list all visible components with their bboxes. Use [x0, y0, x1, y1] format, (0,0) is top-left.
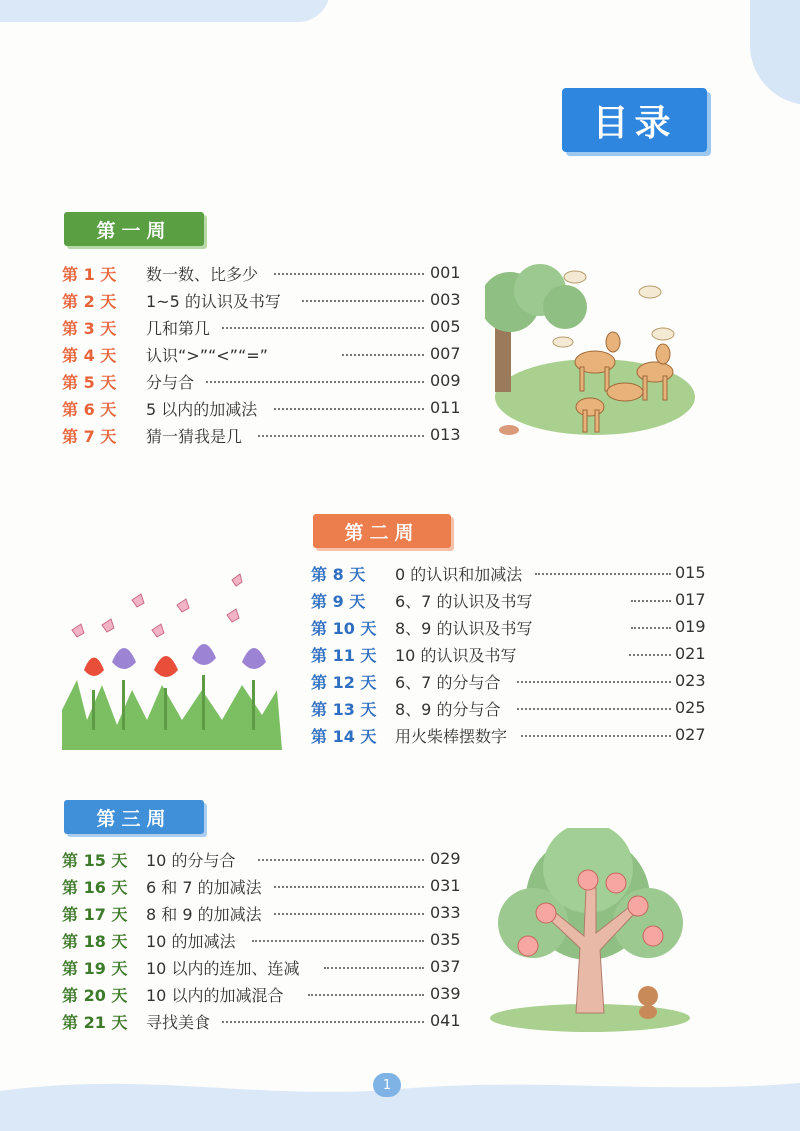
dot-leader — [258, 435, 424, 437]
toc-day: 第 5 天 — [62, 372, 117, 392]
toc-day: 第 1 天 — [62, 264, 117, 284]
dot-leader — [535, 573, 671, 575]
toc-entry[interactable] — [311, 587, 711, 613]
toc-entry[interactable] — [62, 368, 462, 394]
toc-entry[interactable] — [311, 668, 711, 694]
week-3-tag: 第三周 — [64, 800, 204, 834]
toc-page: 037 — [430, 957, 461, 976]
toc-day: 第 17 天 — [62, 904, 128, 924]
toc-day: 第 20 天 — [62, 985, 128, 1005]
dot-leader — [517, 708, 671, 710]
toc-day: 第 14 天 — [311, 726, 377, 746]
toc-page: 035 — [430, 930, 461, 949]
dot-leader — [222, 1021, 424, 1023]
dot-leader — [274, 408, 424, 410]
toc-entry[interactable] — [62, 873, 462, 899]
toc-entry[interactable] — [311, 695, 711, 721]
dot-leader — [324, 967, 424, 969]
toc-page: 011 — [430, 398, 461, 417]
toc-lesson: 猜一猜我是几 — [146, 426, 243, 446]
toc-page: 021 — [675, 644, 706, 663]
dot-leader — [521, 735, 671, 737]
toc-page: 003 — [430, 290, 461, 309]
toc-day: 第 18 天 — [62, 931, 128, 951]
dot-leader — [629, 654, 671, 656]
toc-day: 第 4 天 — [62, 345, 117, 365]
toc-lesson: 10 的加减法 — [146, 931, 236, 951]
toc-entry[interactable] — [62, 341, 462, 367]
toc-lesson: 1~5 的认识及书写 — [146, 291, 281, 311]
toc-entry[interactable] — [62, 314, 462, 340]
toc-lesson: 寻找美食 — [146, 1012, 211, 1032]
toc-lesson: 8 和 9 的加减法 — [146, 904, 262, 924]
toc-entry[interactable] — [62, 395, 462, 421]
tulips-illustration — [62, 570, 282, 750]
toc-page: 029 — [430, 849, 461, 868]
toc-day: 第 19 天 — [62, 958, 128, 978]
dot-leader — [308, 994, 424, 996]
toc-lesson: 0 的认识和加减法 — [395, 564, 523, 584]
toc-lesson: 10 的认识及书写 — [395, 645, 517, 665]
toc-lesson: 8、9 的分与合 — [395, 699, 501, 719]
dot-leader — [252, 940, 424, 942]
toc-title-banner — [562, 88, 707, 152]
toc-day: 第 9 天 — [311, 591, 366, 611]
bottom-wave-decoration — [0, 1061, 800, 1131]
toc-day: 第 21 天 — [62, 1012, 128, 1032]
toc-page: 039 — [430, 984, 461, 1003]
toc-day: 第 6 天 — [62, 399, 117, 419]
top-right-decoration — [750, 0, 800, 105]
dot-leader — [258, 859, 424, 861]
toc-page: 025 — [675, 698, 706, 717]
toc-page: 041 — [430, 1011, 461, 1030]
toc-lesson: 数一数、比多少 — [146, 264, 259, 284]
toc-entry[interactable] — [311, 614, 711, 640]
toc-page: 009 — [430, 371, 461, 390]
deer-illustration — [485, 262, 695, 442]
toc-lesson: 认识“>”“<”“=” — [146, 345, 268, 365]
toc-lesson: 8、9 的认识及书写 — [395, 618, 533, 638]
dot-leader — [206, 381, 424, 383]
toc-page: 017 — [675, 590, 706, 609]
toc-entry[interactable] — [62, 1008, 462, 1034]
toc-day: 第 11 天 — [311, 645, 377, 665]
toc-day: 第 10 天 — [311, 618, 377, 638]
toc-entry[interactable] — [62, 846, 462, 872]
toc-day: 第 7 天 — [62, 426, 117, 446]
toc-entry[interactable] — [311, 722, 711, 748]
toc-page: 031 — [430, 876, 461, 895]
dot-leader — [222, 327, 424, 329]
toc-day: 第 13 天 — [311, 699, 377, 719]
toc-lesson: 6 和 7 的加减法 — [146, 877, 262, 897]
toc-page: 027 — [675, 725, 706, 744]
toc-day: 第 12 天 — [311, 672, 377, 692]
toc-lesson: 分与合 — [146, 372, 195, 392]
toc-day: 第 3 天 — [62, 318, 117, 338]
dot-leader — [631, 627, 671, 629]
toc-lesson: 10 以内的加减混合 — [146, 985, 284, 1005]
toc-lesson: 10 的分与合 — [146, 850, 236, 870]
toc-lesson: 几和第几 — [146, 318, 211, 338]
toc-entry[interactable] — [62, 981, 462, 1007]
toc-page: 013 — [430, 425, 461, 444]
toc-entry[interactable] — [62, 900, 462, 926]
toc-lesson: 5 以内的加减法 — [146, 399, 258, 419]
toc-page: 015 — [675, 563, 706, 582]
toc-lesson: 6、7 的认识及书写 — [395, 591, 533, 611]
toc-page: 019 — [675, 617, 706, 636]
toc-lesson: 10 以内的连加、连减 — [146, 958, 300, 978]
toc-page: 001 — [430, 263, 461, 282]
dot-leader — [342, 354, 424, 356]
top-left-decoration — [0, 0, 330, 22]
toc-lesson: 6、7 的分与合 — [395, 672, 501, 692]
toc-page: 033 — [430, 903, 461, 922]
toc-entry[interactable] — [311, 560, 711, 586]
toc-entry[interactable] — [311, 641, 711, 667]
toc-day: 第 16 天 — [62, 877, 128, 897]
week-1-tag: 第一周 — [64, 212, 204, 246]
dot-leader — [302, 300, 424, 302]
toc-entry[interactable] — [62, 927, 462, 953]
dot-leader — [274, 913, 424, 915]
toc-entry[interactable] — [62, 287, 462, 313]
toc-day: 第 8 天 — [311, 564, 366, 584]
dot-leader — [517, 681, 671, 683]
toc-day: 第 15 天 — [62, 850, 128, 870]
dot-leader — [274, 886, 424, 888]
dot-leader — [631, 600, 671, 602]
peach-tree-illustration — [488, 828, 693, 1033]
page-number: 1 — [373, 1073, 401, 1097]
toc-page: 007 — [430, 344, 461, 363]
week-2-tag: 第二周 — [313, 514, 451, 548]
toc-entry[interactable] — [62, 422, 462, 448]
dot-leader — [274, 273, 424, 275]
toc-lesson: 用火柴棒摆数字 — [395, 726, 508, 746]
toc-title: 目录 — [592, 102, 677, 144]
toc-entry[interactable] — [62, 954, 462, 980]
toc-page: 023 — [675, 671, 706, 690]
toc-entry[interactable] — [62, 260, 462, 286]
toc-day: 第 2 天 — [62, 291, 117, 311]
toc-page: 005 — [430, 317, 461, 336]
